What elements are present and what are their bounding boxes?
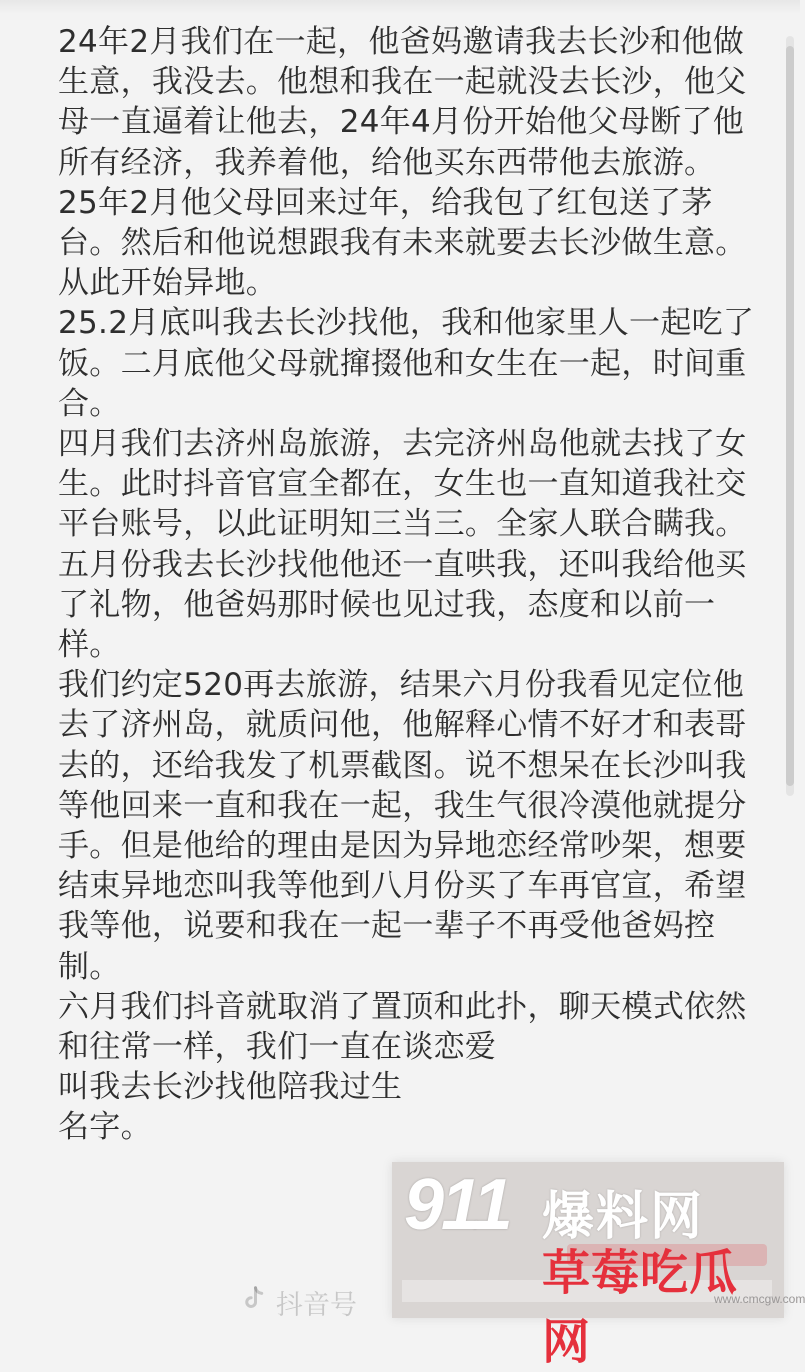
article-line: 从此开始异地。: [58, 265, 278, 302]
article-line: 名字。: [58, 1109, 152, 1146]
article-line: 样。: [58, 627, 121, 664]
article-line: 我们约定520再去旅游，结果六月份我看见定位他: [58, 667, 745, 704]
article-line: 手。但是他给的理由是因为异地恋经常吵架，想要: [58, 828, 747, 865]
watermark-brand: 爆料网: [542, 1187, 705, 1247]
site-watermark: [392, 1162, 805, 1370]
article-line: 了礼物，他爸妈那时候也见过我，态度和以前一: [58, 586, 716, 623]
watermark-number: 911: [404, 1165, 510, 1245]
article-line: 生。此时抖音官宣全都在，女生也一直知道我社交: [58, 466, 747, 503]
top-edge-shadow: [0, 0, 800, 14]
article-line: 25年2月他父母回来过年，给我包了红包送了茅: [58, 184, 713, 221]
article-line: 五月份我去长沙找他他还一直哄我，还叫我给他买: [58, 546, 747, 583]
article-line: 合。: [58, 385, 121, 422]
article-line: 四月我们去济州岛旅游，去完济州岛他就去找了女: [58, 426, 747, 463]
article-line: 等他回来一直和我在一起，我生气很冷漠他就提分: [58, 787, 747, 824]
article-line: 生意，我没去。他想和我在一起就没去长沙，他父: [58, 64, 747, 101]
article-line: 25.2月底叫我去长沙找他，我和他家里人一起吃了: [58, 305, 755, 342]
article-line: 去的，还给我发了机票截图。说不想呆在长沙叫我: [58, 747, 747, 784]
article-text: [58, 22, 755, 1148]
watermark-domain: www.cmcgw.com: [714, 1292, 805, 1306]
article-line: 母一直逼着让他去，24年4月份开始他父母断了他: [58, 104, 745, 141]
article-line: 制。: [58, 948, 121, 985]
article-line: 去了济州岛，就质问他，他解释心情不好才和表哥: [58, 707, 747, 744]
article-line: 六月我们抖音就取消了置顶和此扑，聊天模式依然: [58, 988, 747, 1025]
article-line: 所有经济，我养着他，给他买东西带他去旅游。: [58, 144, 716, 181]
scrollbar[interactable]: [786, 36, 794, 796]
article-line: 饭。二月底他父母就撺掇他和女生在一起，时间重: [58, 345, 747, 382]
article-line: 24年2月我们在一起，他爸妈邀请我去长沙和他做: [58, 24, 745, 60]
douyin-icon: [238, 1284, 268, 1321]
douyin-watermark: [238, 1283, 357, 1322]
article-line: 我等他，说要和我在一起一辈子不再受他爸妈控: [58, 908, 716, 945]
article-line: 平台账号，以此证明知三当三。全家人联合瞒我。: [58, 506, 747, 543]
douyin-watermark-text: 抖音号: [276, 1290, 357, 1321]
article-line: 叫我去长沙找他陪我过生: [58, 1069, 403, 1106]
article-line: 和往常一样，我们一直在谈恋爱: [58, 1029, 497, 1066]
article-line: 台。然后和他说想跟我有未来就要去长沙做生意。: [58, 225, 747, 262]
article-line: 结束异地恋叫我等他到八月份买了车再官宣，希望: [58, 868, 747, 905]
scrollbar-thumb[interactable]: [786, 46, 794, 786]
watermark-subtitle: 草莓吃瓜网: [542, 1245, 739, 1370]
